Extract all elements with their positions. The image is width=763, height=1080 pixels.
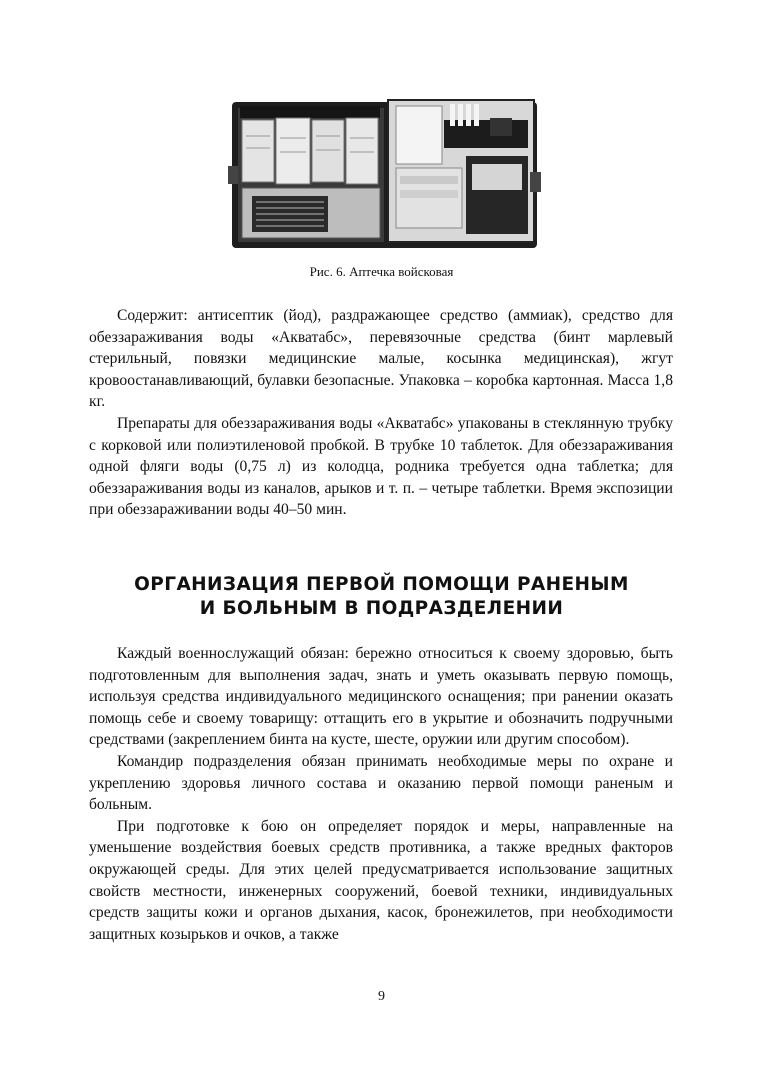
section2-text bbox=[89, 643, 673, 945]
section-heading bbox=[0, 573, 763, 621]
first-aid-kit-photo bbox=[228, 96, 541, 252]
paragraph-aquatabs: Препараты для обеззараживания воды «Акватабс» упакованы в стеклянную трубку с корковой или полиэтиленовой пробкой. В трубке 10 таблеток. Для обеззараживания одной фляги воды (0,75 л) из колодца, родника требуется одна таблетка; для обеззараживания воды из каналов, арыков и т. п. – четыре таблетки. Время экспозиции при обеззараживании воды 40–50 мин. bbox=[89, 414, 673, 519]
paragraph-soldier-duties: Каждый военнослужащий обязан: бережно относиться к своему здоровью, быть подготовленным для выполнения задач, знать и уметь оказывать первую помощь, используя средства индивидуального медицинского оснащения; при ранении оказать помощь себе и своему товарищу: оттащить его в укрытие и обозначить подручными средствами (закреплением бинта на кусте, шесте, оружии или другим способом). bbox=[89, 645, 673, 749]
heading-line-2: И БОЛЬНЫМ В ПОДРАЗДЕЛЕНИИ bbox=[199, 598, 564, 619]
paragraph-contents: Содержит: антисептик (йод), раздражающее средство (аммиак), средство для обеззараживания воды «Акватабс», перевязочные средства (бинт марлевый стерильный, повязки медицинские малые, косынка медицинская), жгут кровоостанавливающий, булавки безопасные. Упаковка – коробка картонная. Масса 1,8 кг. bbox=[89, 307, 673, 411]
figure-caption: Рис. 6. Аптечка войсковая bbox=[309, 264, 454, 279]
paragraph-battle-preparation: При подготовке к бою он определяет порядок и меры, направленные на уменьшение воздействия боевых средств противника, а также вредных факторов окружающей среды. Для этих целей предусматривается использование защитных свойств местности, инженерных сооружений, боевой техники, индивидуальных средств защиты кожи и органов дыхания, касок, бронежилетов, при необходимости защитных козырьков и очков, а также bbox=[89, 817, 673, 943]
heading-line-1: ОРГАНИЗАЦИЯ ПЕРВОЙ ПОМОЩИ РАНЕНЫМ bbox=[134, 574, 629, 595]
section1-text bbox=[89, 305, 673, 521]
first-aid-kit-figure bbox=[228, 96, 541, 252]
paragraph-commander-duties: Командир подразделения обязан принимать необходимые меры по охране и укреплению здоровья личного состава и оказанию первой помощи раненым и больным. bbox=[89, 752, 673, 814]
page-number: 9 bbox=[378, 989, 385, 1004]
